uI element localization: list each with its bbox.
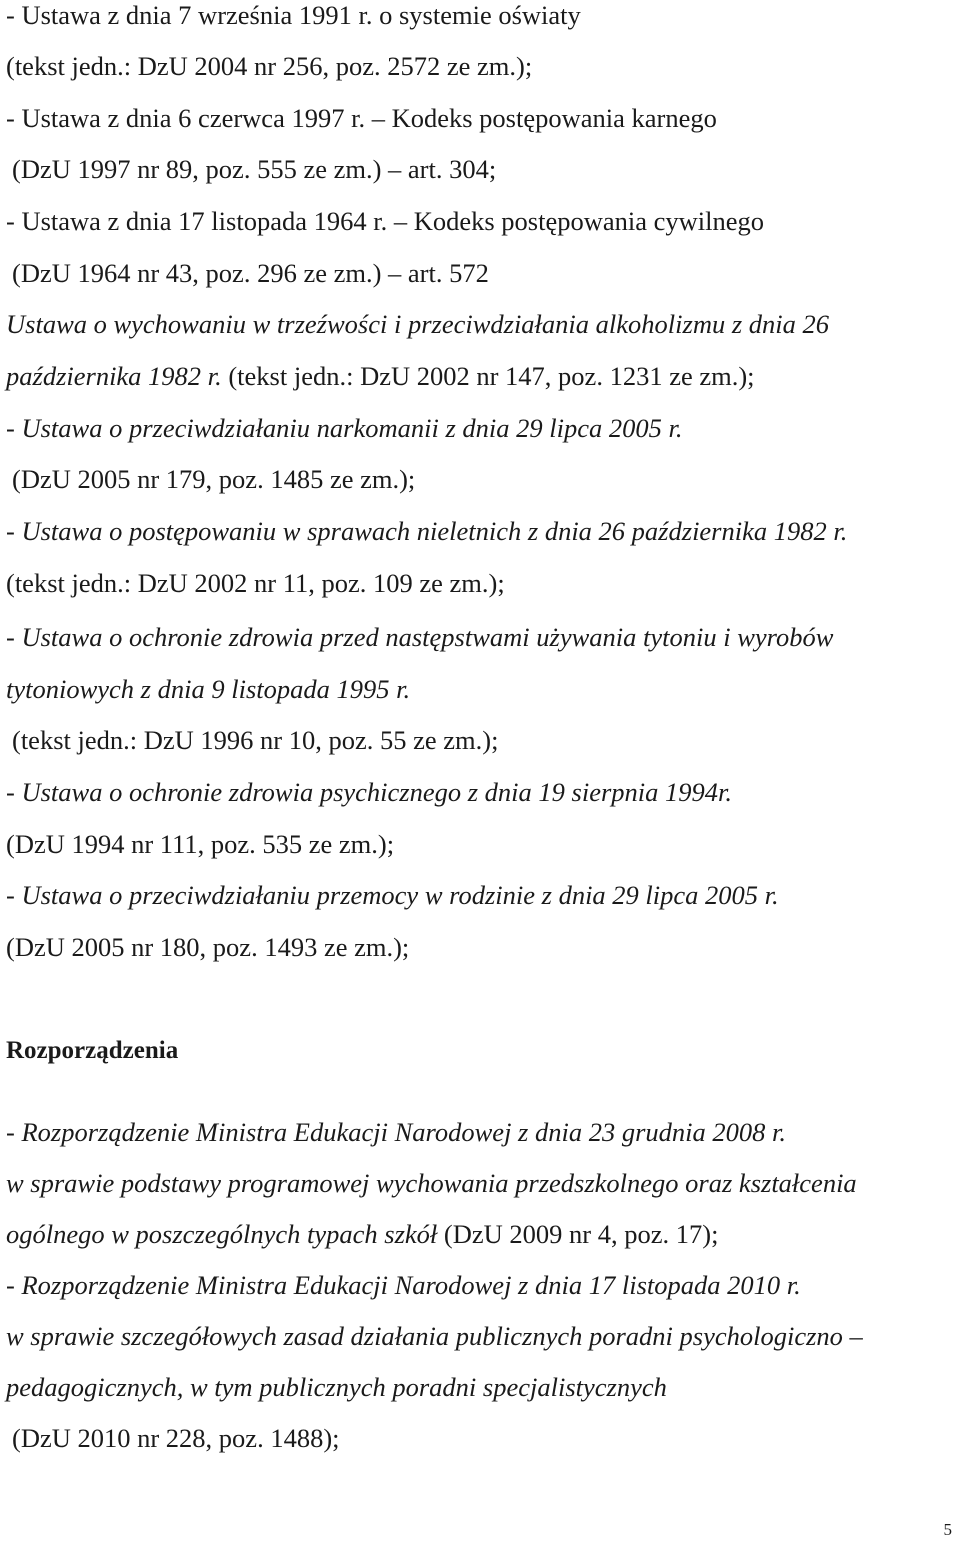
- law-line: - Ustawa o postępowaniu w sprawach nieletnich z dnia 26 października 1982 r.: [6, 516, 848, 546]
- regulation-line: [6, 1219, 718, 1249]
- law-line: (DzU 1994 nr 111, poz. 535 ze zm.);: [6, 829, 395, 859]
- law-line: - Ustawa z dnia 7 września 1991 r. o systemie oświaty: [6, 0, 581, 30]
- regulation-line: pedagogicznych, w tym publicznych poradni specjalistycznych: [6, 1372, 667, 1402]
- regulation-title-part: ogólnego w poszczególnych typach szkół: [6, 1219, 438, 1249]
- law-line: Ustawa o wychowaniu w trzeźwości i przeciwdziałania alkoholizmu z dnia 26: [6, 309, 830, 339]
- regulation-line: w sprawie podstawy programowej wychowania przedszkolnego oraz kształcenia: [6, 1168, 857, 1198]
- law-line: - Ustawa o ochronie zdrowia przed następstwami używania tytoniu i wyrobów: [6, 622, 834, 652]
- regulation-line: - Rozporządzenie Ministra Edukacji Narodowej z dnia 23 grudnia 2008 r.: [6, 1117, 787, 1147]
- law-line: - Ustawa z dnia 17 listopada 1964 r. – Kodeks postępowania cywilnego: [6, 206, 765, 236]
- law-line: - Ustawa o przeciwdziałaniu narkomanii z dnia 29 lipca 2005 r.: [6, 413, 683, 443]
- regulation-line: w sprawie szczegółowych zasad działania publicznych poradni psychologiczno –: [6, 1321, 863, 1351]
- law-title-part: października 1982 r.: [6, 361, 222, 391]
- law-line: (DzU 1964 nr 43, poz. 296 ze zm.) – art. 572: [12, 258, 489, 288]
- law-line: [6, 361, 755, 391]
- regulation-line: - Rozporządzenie Ministra Edukacji Narodowej z dnia 17 listopada 2010 r.: [6, 1270, 801, 1300]
- law-line: (DzU 2005 nr 180, poz. 1493 ze zm.);: [6, 932, 410, 962]
- law-line: (tekst jedn.: DzU 2004 nr 256, poz. 2572 ze zm.);: [6, 51, 533, 81]
- law-line: (DzU 1997 nr 89, poz. 555 ze zm.) – art. 304;: [12, 154, 497, 184]
- law-line: - Ustawa o przeciwdziałaniu przemocy w rodzinie z dnia 29 lipca 2005 r.: [6, 880, 779, 910]
- law-line: - Ustawa o ochronie zdrowia psychicznego z dnia 19 sierpnia 1994r.: [6, 777, 733, 807]
- law-line: - Ustawa z dnia 6 czerwca 1997 r. – Kodeks postępowania karnego: [6, 103, 717, 133]
- law-citation-part: (tekst jedn.: DzU 2002 nr 147, poz. 1231 ze zm.);: [228, 361, 755, 391]
- law-line: (DzU 2005 nr 179, poz. 1485 ze zm.);: [12, 464, 416, 494]
- section-heading: Rozporządzenia: [6, 1037, 179, 1064]
- page-number: 5: [943, 1520, 952, 1539]
- law-line: (tekst jedn.: DzU 1996 nr 10, poz. 55 ze zm.);: [12, 725, 499, 755]
- law-line: (tekst jedn.: DzU 2002 nr 11, poz. 109 ze zm.);: [6, 568, 505, 598]
- regulation-line: (DzU 2010 nr 228, poz. 1488);: [12, 1423, 340, 1453]
- law-line: tytoniowych z dnia 9 listopada 1995 r.: [6, 674, 411, 704]
- regulation-citation-part: (DzU 2009 nr 4, poz. 17);: [443, 1219, 719, 1249]
